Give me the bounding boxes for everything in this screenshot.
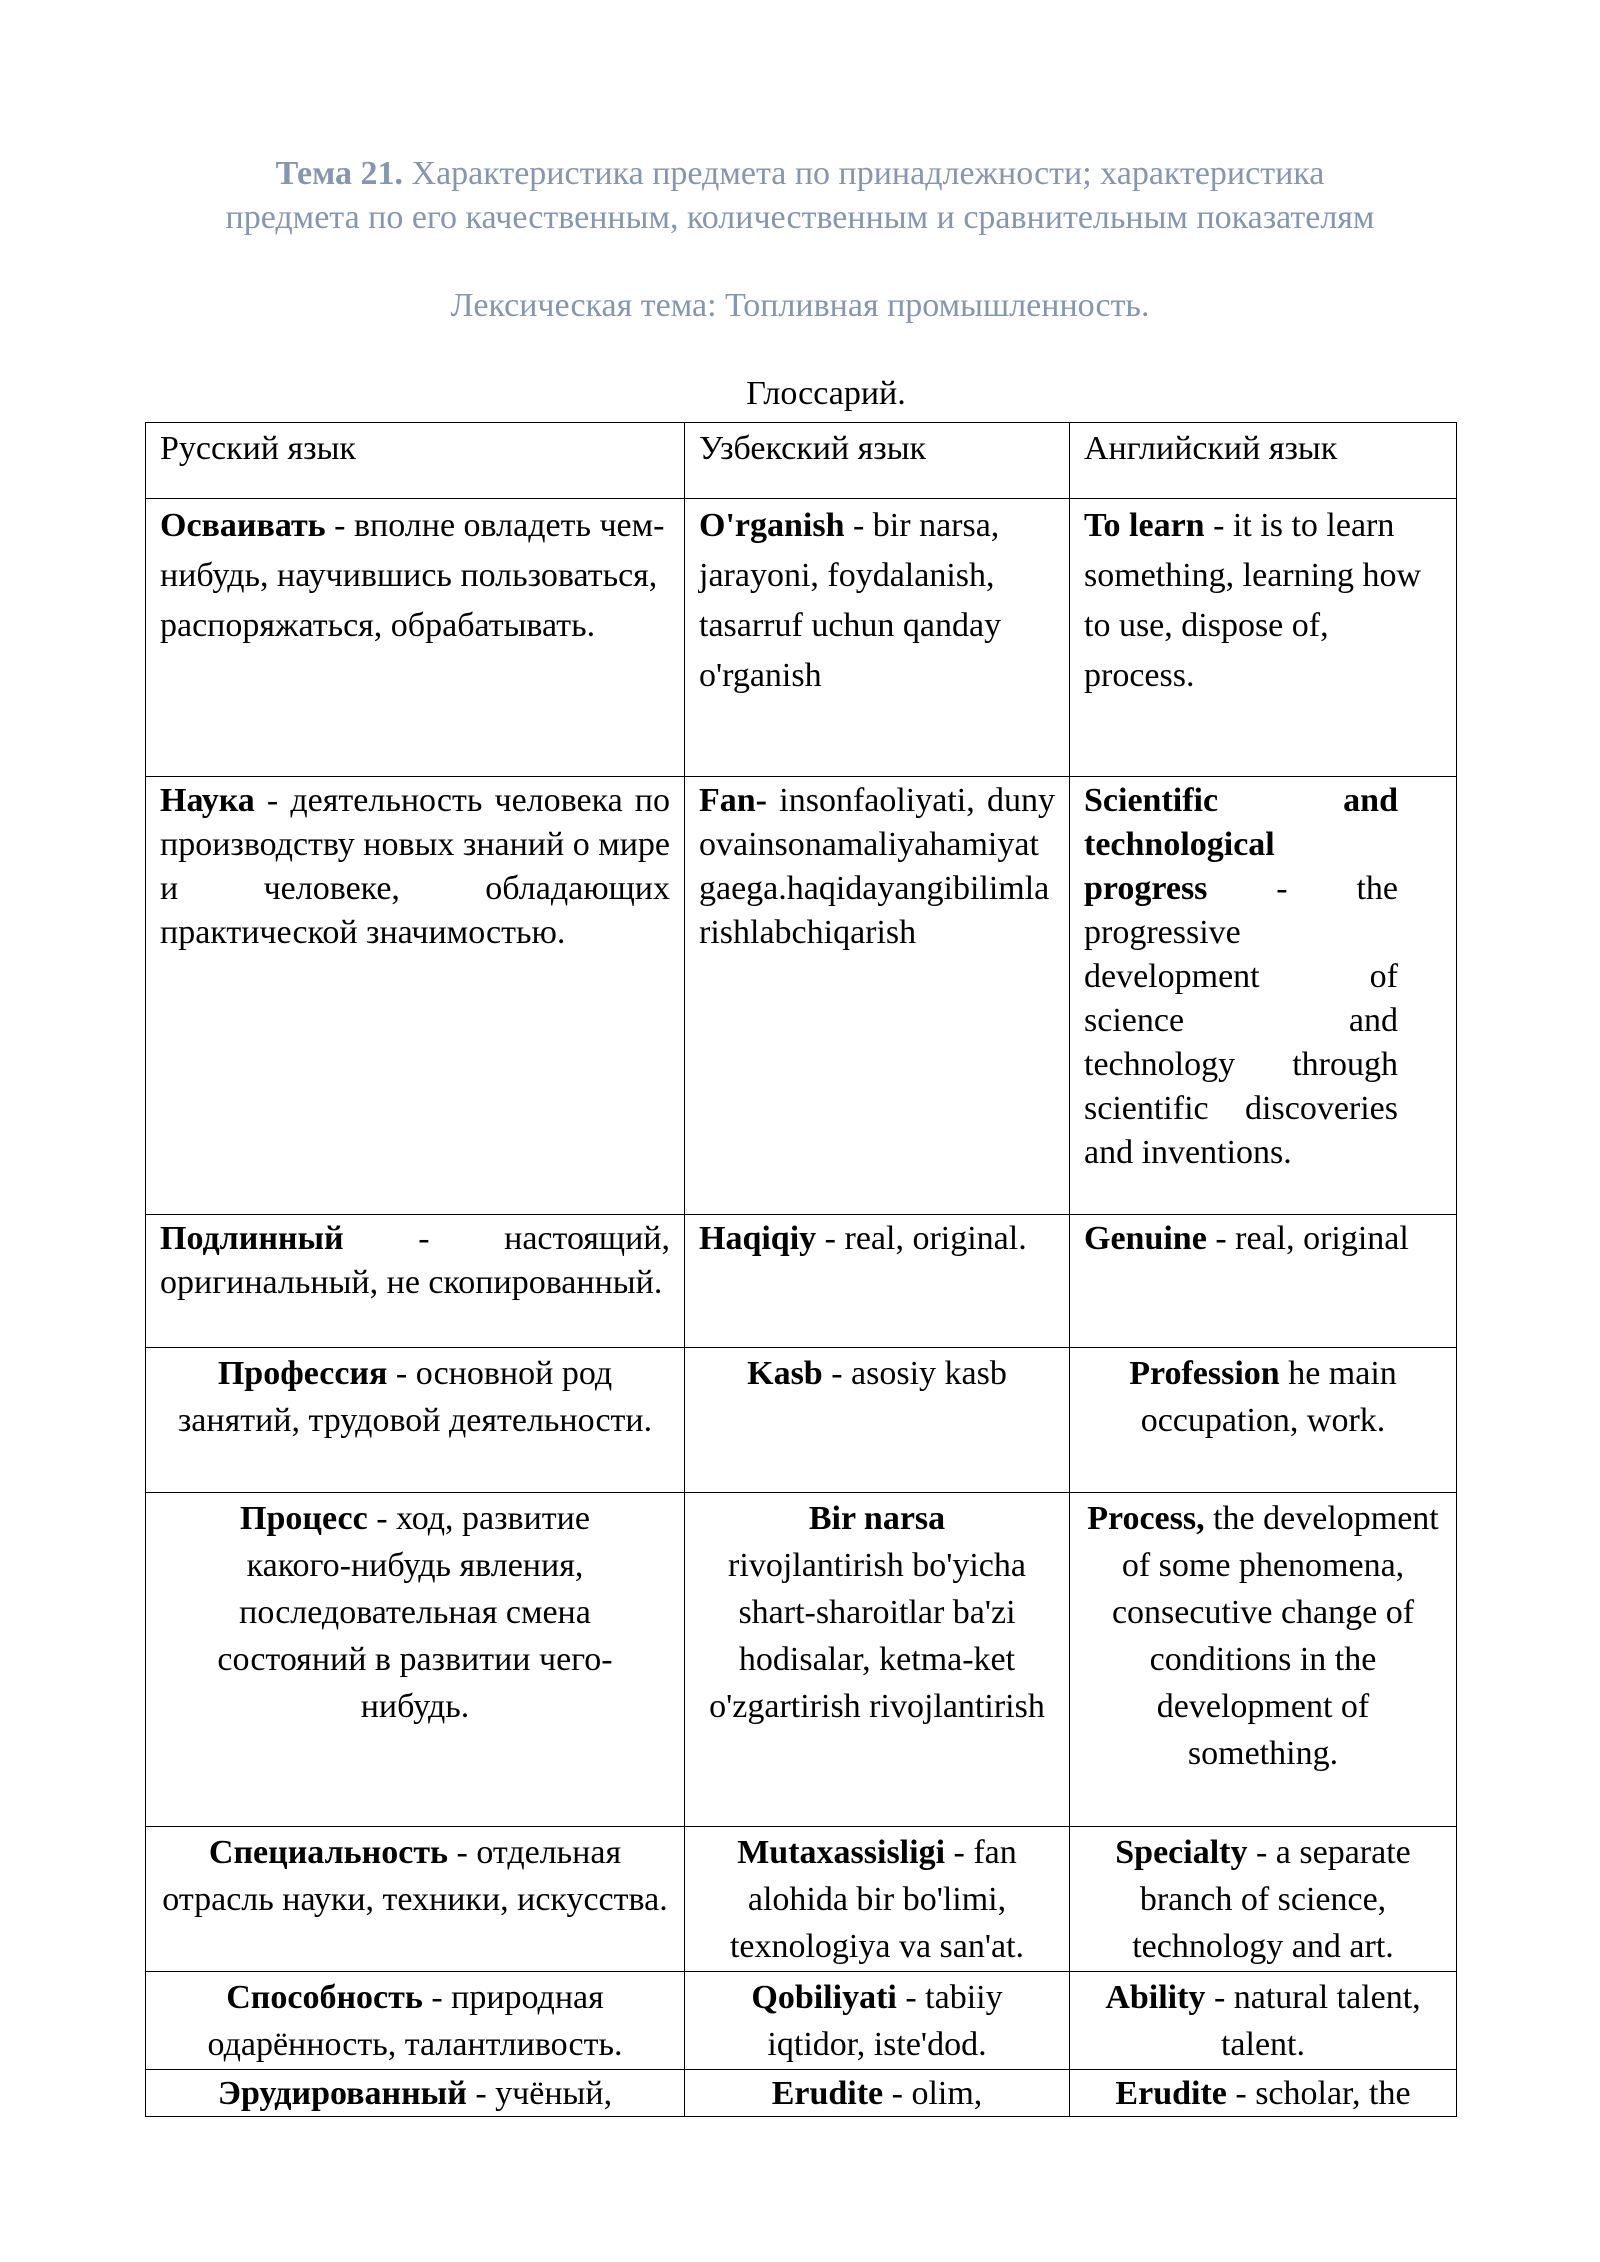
table-row	[146, 1493, 1457, 1827]
cell-en	[1070, 2070, 1457, 2117]
definition: - ход, развитие какого-нибудь явления, последовательная смена состояний в развитии чего-нибудь.	[217, 1500, 613, 1725]
lexical-topic: Лексическая тема: Топливная промышленность.	[450, 287, 1150, 324]
header-russian: Русский язык	[146, 423, 685, 499]
table-row	[146, 777, 1457, 1215]
table-row	[146, 1215, 1457, 1348]
cell-en	[1070, 1827, 1457, 1972]
cell-ru	[146, 1827, 685, 1972]
definition: the development of some phenomena, consecutive change of conditions in the development of something.	[1111, 1500, 1439, 1772]
term: Fan-	[699, 782, 767, 819]
definition: - olim,	[883, 2075, 983, 2112]
header-uzbek: Узбекский язык	[685, 423, 1070, 499]
term: Specialty	[1115, 1834, 1248, 1871]
glossary-table	[145, 422, 1457, 2117]
term: Mutaxassisligi	[737, 1834, 946, 1871]
header-english: Английский язык	[1070, 423, 1457, 499]
topic-title-line1: Характеристика предмета по принадлежности; характеристика	[411, 155, 1325, 192]
definition: insonfaoliyati, dunyovainsonamaliyahamiyatgaega.haqidayangibilimlarishlabchiqarish	[699, 782, 1055, 951]
definition: - scholar, the	[1226, 2075, 1411, 2112]
table-row	[146, 2070, 1457, 2117]
term: Специальность	[208, 1834, 449, 1871]
term: Процесс	[240, 1500, 368, 1537]
cell-uz	[685, 1348, 1070, 1493]
definition: - real, original.	[816, 1220, 1027, 1257]
term: Осваивать	[160, 507, 326, 544]
term: Genuine	[1084, 1220, 1207, 1257]
glossary-caption: Глоссарий.	[746, 375, 906, 412]
cell-ru	[146, 2070, 685, 2117]
term: Подлинный	[160, 1220, 344, 1257]
term: Erudite	[1115, 2075, 1227, 2112]
cell-ru	[146, 1493, 685, 1827]
definition: - деятельность человека по производству новых знаний о мире и человеке, обладающих практической значимостью.	[160, 782, 670, 951]
term: To learn	[1084, 507, 1205, 544]
term: Profession	[1129, 1355, 1280, 1392]
term: Qobiliyati	[751, 1979, 897, 2016]
cell-uz	[685, 1493, 1070, 1827]
definition: rivojlantirish bo'yicha shart-sharoitlar ba'zi hodisalar, ketma-ket o'zgartirish rivojlantirish	[709, 1547, 1045, 1725]
term: Профессия	[217, 1355, 388, 1392]
cell-uz	[685, 1972, 1070, 2070]
definition: - отдельная отрасль науки, техники, искусства.	[162, 1834, 668, 1918]
cell-uz	[685, 1827, 1070, 1972]
term: Process,	[1087, 1500, 1205, 1537]
term: Haqiqiy	[699, 1220, 817, 1257]
cell-en	[1070, 1493, 1457, 1827]
topic-number: Тема 21.	[275, 155, 404, 192]
definition: - it is to learn something, learning how to use, dispose of, process.	[1084, 507, 1422, 694]
definition: - the progressive development of science and technology through scientific discoveries and inventions.	[1084, 870, 1398, 1171]
cell-en	[1070, 1215, 1457, 1348]
cell-uz	[685, 499, 1070, 777]
cell-ru	[146, 499, 685, 777]
cell-ru	[146, 1348, 685, 1493]
cell-en	[1070, 499, 1457, 777]
table-header-row	[146, 423, 1457, 499]
definition: - asosiy kasb	[822, 1355, 1007, 1392]
definition: - настоящий, оригинальный, не скопированный.	[160, 1220, 670, 1301]
cell-en	[1070, 777, 1457, 1215]
topic-title-line2: предмета по его качественным, количественным и сравнительным показателям	[225, 199, 1375, 236]
table-row	[146, 1972, 1457, 2070]
cell-en	[1070, 1348, 1457, 1493]
definition: he main occupation, work.	[1140, 1355, 1397, 1439]
term: Способность	[226, 1979, 423, 2016]
term: O'rganish	[699, 507, 845, 544]
definition: - основной род занятий, трудовой деятельности.	[177, 1355, 653, 1439]
cell-uz	[685, 777, 1070, 1215]
term: Scientific and technological progress	[1084, 782, 1398, 907]
term: Erudite	[771, 2075, 884, 2112]
cell-uz	[685, 1215, 1070, 1348]
term: Bir narsa	[808, 1500, 946, 1537]
cell-ru	[146, 1215, 685, 1348]
table-row	[146, 1827, 1457, 1972]
cell-ru	[146, 777, 685, 1215]
definition: - natural talent, talent.	[1205, 1979, 1421, 2063]
definition: - природная одарённость, талантливость.	[207, 1979, 623, 2063]
term: Ability	[1105, 1979, 1206, 2016]
term: Эрудированный	[217, 2075, 467, 2112]
cell-ru	[146, 1972, 685, 2070]
definition: - bir narsa, jarayoni, foydalanish, tasarruf uchun qanday o'rganish	[699, 507, 1002, 694]
definition: - real, original	[1206, 1220, 1409, 1257]
cell-en	[1070, 1972, 1457, 2070]
term: Kasb	[747, 1355, 823, 1392]
definition: - a separate branch of science, technology and art.	[1132, 1834, 1411, 1965]
topic-title	[130, 152, 1470, 240]
definition: - tabiiy iqtidor, iste'dod.	[767, 1979, 1003, 2063]
definition: - учёный,	[466, 2075, 613, 2112]
cell-uz	[685, 2070, 1070, 2117]
definition: - вполне овладеть чем-нибудь, научившись пользоваться, распоряжаться, обрабатывать.	[160, 507, 665, 644]
table-row	[146, 499, 1457, 777]
table-row	[146, 1348, 1457, 1493]
definition: - fan alohida bir bo'limi, texnologiya va san'at.	[729, 1834, 1025, 1965]
term: Наука	[160, 782, 255, 819]
